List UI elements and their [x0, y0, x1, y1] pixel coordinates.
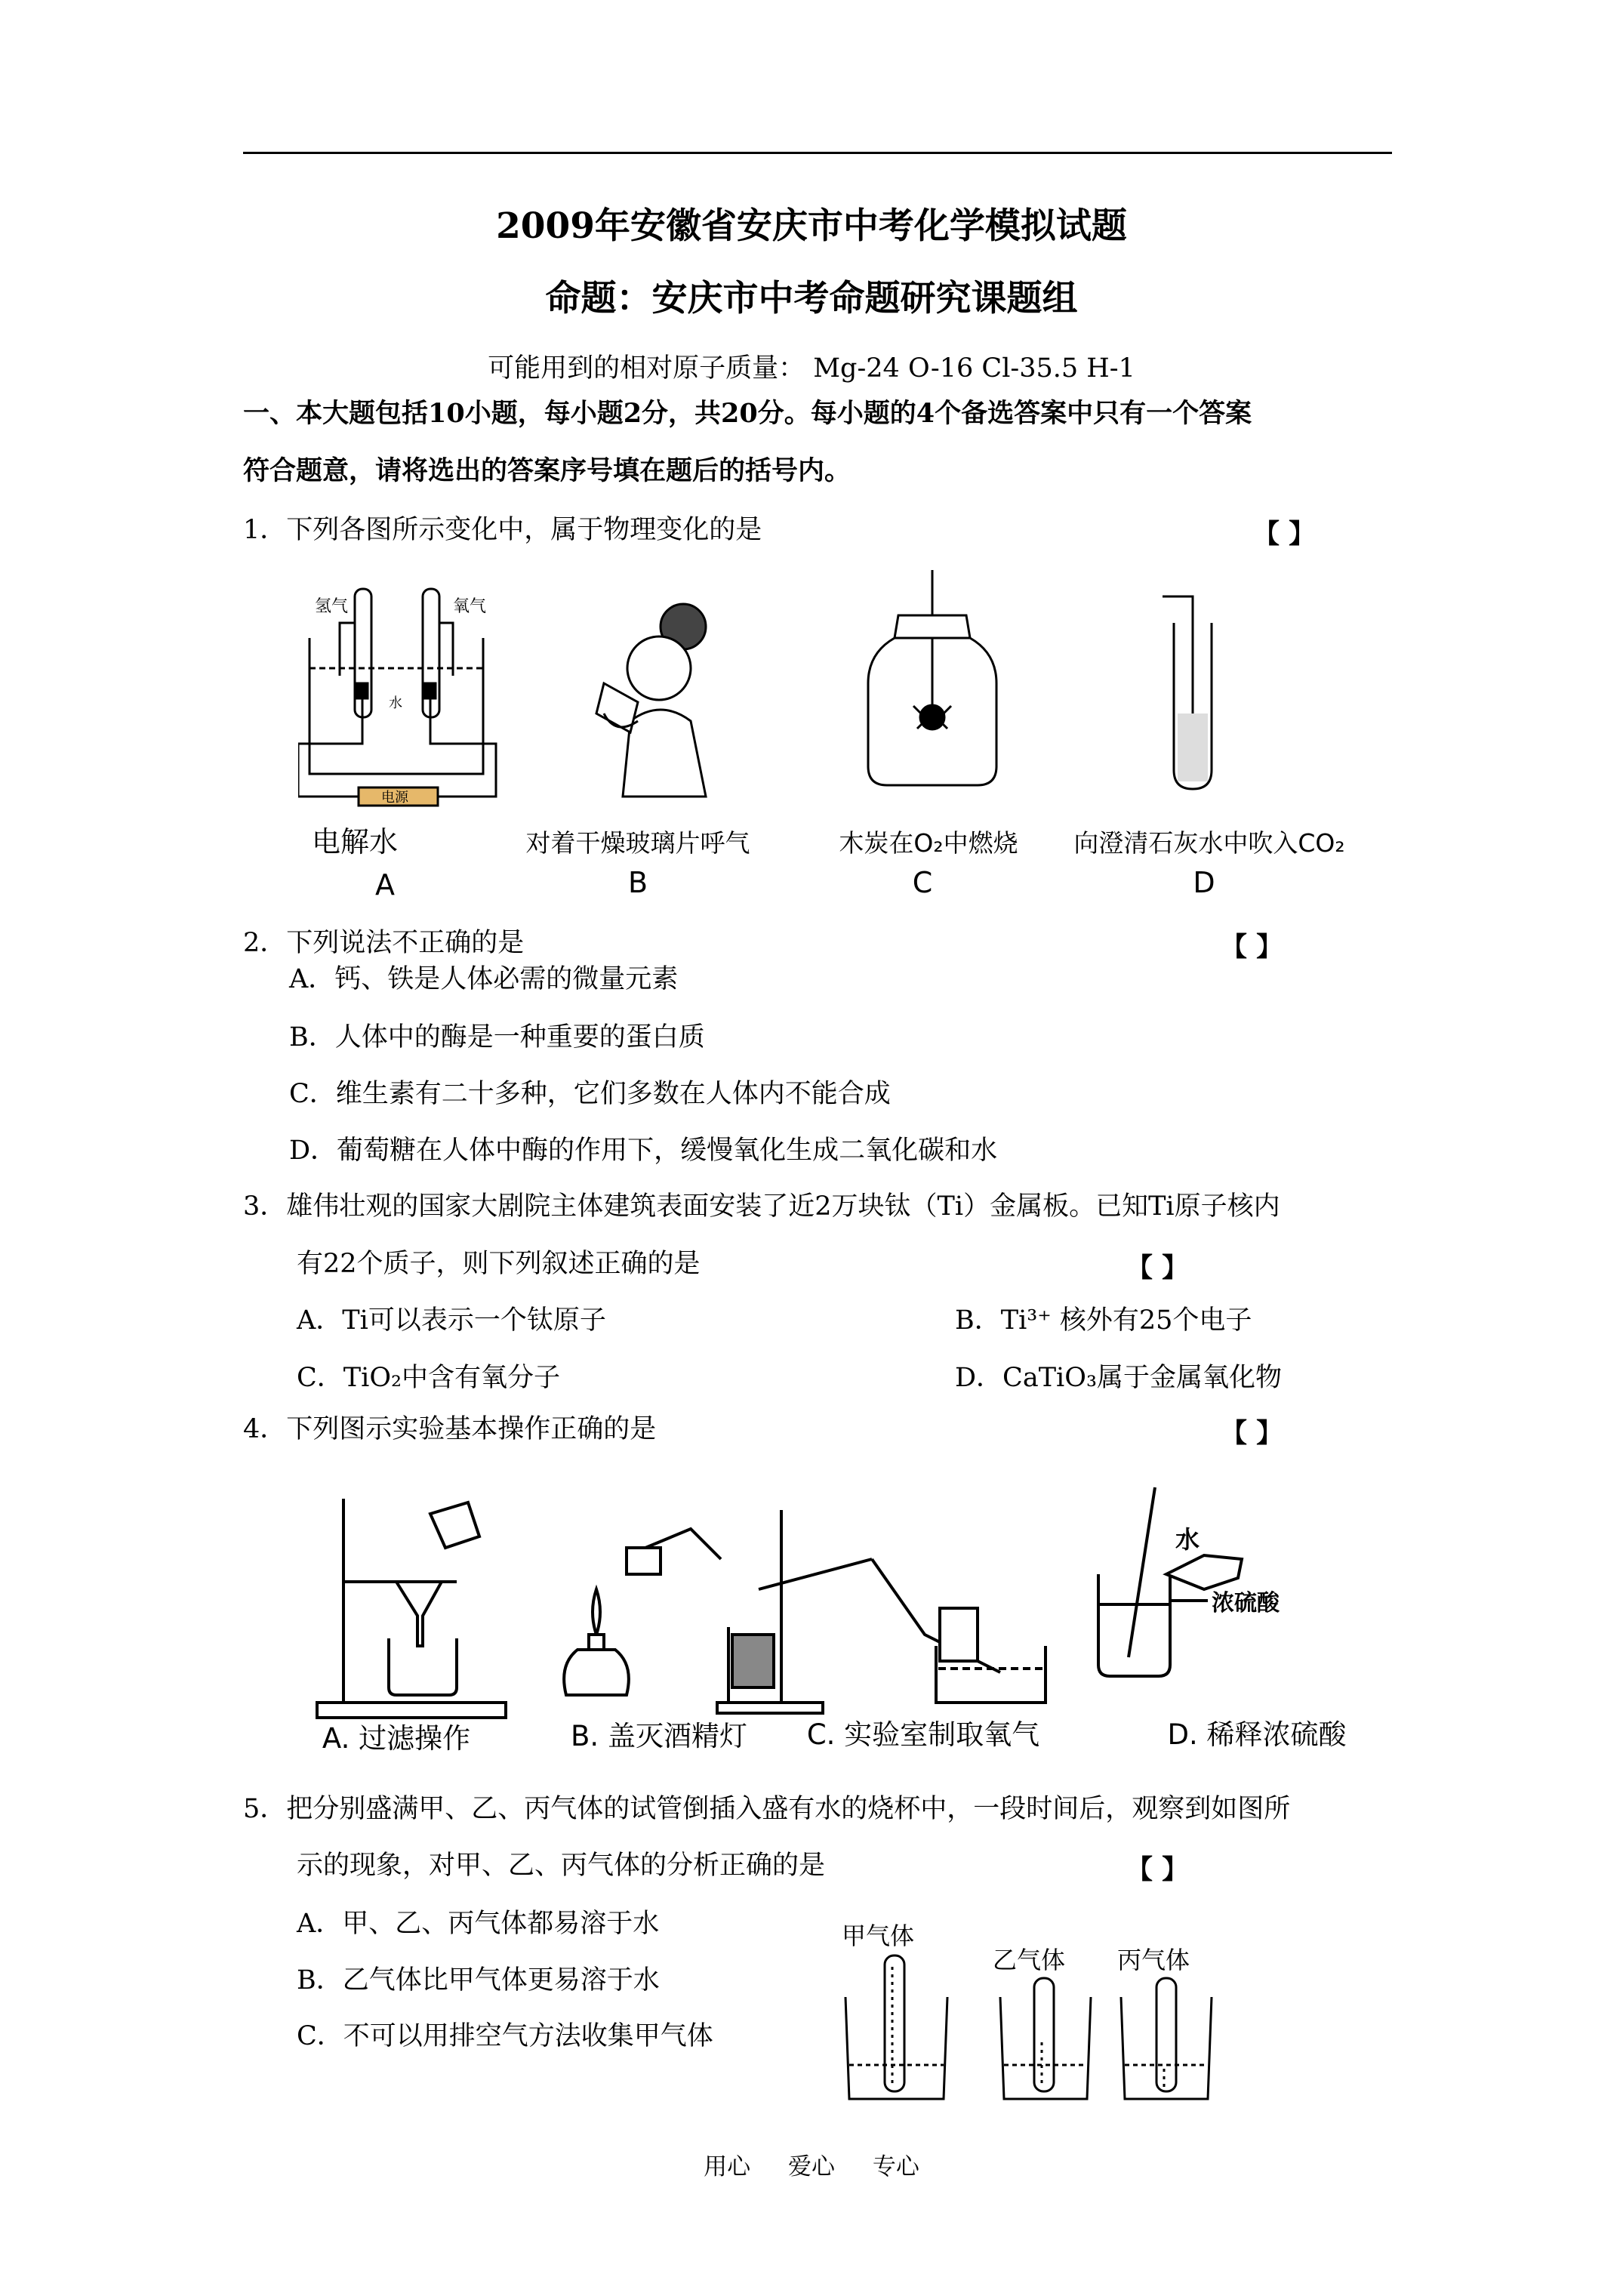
page-title: 2009年安徽省安庆市中考化学模拟试题 — [496, 205, 1127, 247]
page-footer: 用心 爱心 专心 — [704, 2153, 919, 2180]
q2-answer-bracket: 【 】 — [1221, 932, 1283, 963]
q4-caption-d: D. 稀释浓硫酸 — [1167, 1718, 1347, 1751]
oxygen-preparation-apparatus — [427, 1476, 1046, 1713]
q3-option-d: D．CaTiO₃属于金属氧化物 — [955, 1363, 1282, 1393]
beaker-gas-b — [1000, 1978, 1091, 2099]
q4-figure — [298, 1476, 1423, 1763]
q1-caption-d: 向澄清石灰水中吹入CO₂ — [1073, 828, 1345, 858]
q1-letter-a: A — [375, 868, 395, 901]
q4-caption-b: B. 盖灭酒精灯 — [571, 1720, 747, 1752]
charcoal-combustion-jar — [868, 570, 996, 785]
q1-stem: 1．下列各图所示变化中，属于物理变化的是 — [243, 515, 762, 545]
section-instructions-line2: 符合题意，请将选出的答案序号填在题后的括号内。 — [243, 455, 852, 486]
sulfuric-acid-label: 浓硫酸 — [1212, 1590, 1280, 1616]
q3-stem-line2: 有22个质子，则下列叙述正确的是 — [297, 1249, 701, 1279]
alcohol-lamp-illustration — [564, 1529, 721, 1695]
q1-letter-c: C — [912, 866, 933, 899]
q2-stem: 2．下列说法不正确的是 — [243, 928, 525, 958]
q4-stem: 4．下列图示实验基本操作正确的是 — [243, 1414, 657, 1444]
q5-answer-bracket: 【 】 — [1126, 1854, 1189, 1885]
section-instructions-line1: 一、本大题包括10小题，每小题2分，共20分。每小题的4个备选答案中只有一个答案 — [243, 398, 1252, 429]
q5-option-a: A．甲、乙、丙气体都易溶于水 — [297, 1909, 660, 1939]
q5-option-c: C．不可以用排空气方法收集甲气体 — [297, 2021, 713, 2051]
q1-letter-b: B — [627, 866, 648, 899]
q4-caption-c: C. 实验室制取氧气 — [806, 1718, 1040, 1751]
q1-figure — [298, 570, 1378, 902]
q3-option-a: A．Ti可以表示一个钛原子 — [297, 1305, 606, 1336]
q2-option-d: D．葡萄糖在人体中酶的作用下，缓慢氧化生成二氧化碳和水 — [289, 1136, 998, 1166]
battery-label: 电源 — [381, 790, 408, 806]
q3-stem-line1: 3．雄伟壮观的国家大剧院主体建筑表面安装了近2万块钛（Ti）金属板。已知Ti原子核内 — [243, 1191, 1280, 1222]
q1-caption-c: 木炭在O₂中燃烧 — [839, 828, 1018, 858]
q5-figure — [830, 1914, 1230, 2110]
beaker-gas-a — [845, 1955, 947, 2099]
q2-option-b: B．人体中的酶是一种重要的蛋白质 — [289, 1022, 705, 1052]
q2-option-a: A．钙、铁是人体必需的微量元素 — [289, 964, 679, 994]
q4-answer-bracket: 【 】 — [1221, 1418, 1283, 1449]
q1-letter-d: D — [1193, 866, 1215, 899]
q5-stem-line1: 5．把分别盛满甲、乙、丙气体的试管倒插入盛有水的烧杯中，一段时间后，观察到如图所 — [243, 1794, 1291, 1824]
q2-option-c: C．维生素有二十多种，它们多数在人体内不能合成 — [289, 1079, 891, 1109]
gas-a-label: 甲气体 — [842, 1922, 915, 1950]
girl-breathing-illustration — [596, 604, 706, 797]
q1-caption-a: 电解水 — [311, 825, 399, 858]
beaker-gas-c — [1121, 1978, 1212, 2099]
limewater-test-tube — [1163, 596, 1212, 789]
q1-caption-b: 对着干燥玻璃片呼气 — [525, 828, 750, 858]
q3-option-b: B．Ti³⁺ 核外有25个电子 — [955, 1305, 1252, 1336]
atomic-masses: 可能用到的相对原子质量： Mg-24 O-16 Cl-35.5 H-1 — [488, 353, 1135, 384]
water-label: 水 — [1175, 1525, 1200, 1554]
gas-b-label: 乙气体 — [993, 1946, 1066, 1974]
q1-answer-bracket: 【 】 — [1253, 519, 1316, 550]
q5-option-b: B．乙气体比甲气体更易溶于水 — [297, 1965, 660, 1996]
q3-option-c: C．TiO₂中含有氧分子 — [297, 1363, 561, 1393]
filtration-apparatus — [317, 1499, 506, 1718]
dilute-sulfuric-acid-illustration — [1098, 1487, 1242, 1676]
q5-stem-line2: 示的现象，对甲、乙、丙气体的分析正确的是 — [297, 1851, 826, 1881]
page-subtitle: 命题：安庆市中考命题研究课题组 — [545, 278, 1078, 319]
header-rule — [243, 152, 1392, 154]
q4-caption-a: A. 过滤操作 — [322, 1722, 471, 1755]
gas-c-label: 丙气体 — [1117, 1946, 1190, 1974]
water-label: 水 — [389, 695, 402, 711]
o2-label: 氧气 — [453, 597, 487, 616]
h2-label: 氢气 — [315, 597, 349, 616]
q3-answer-bracket: 【 】 — [1126, 1253, 1189, 1284]
